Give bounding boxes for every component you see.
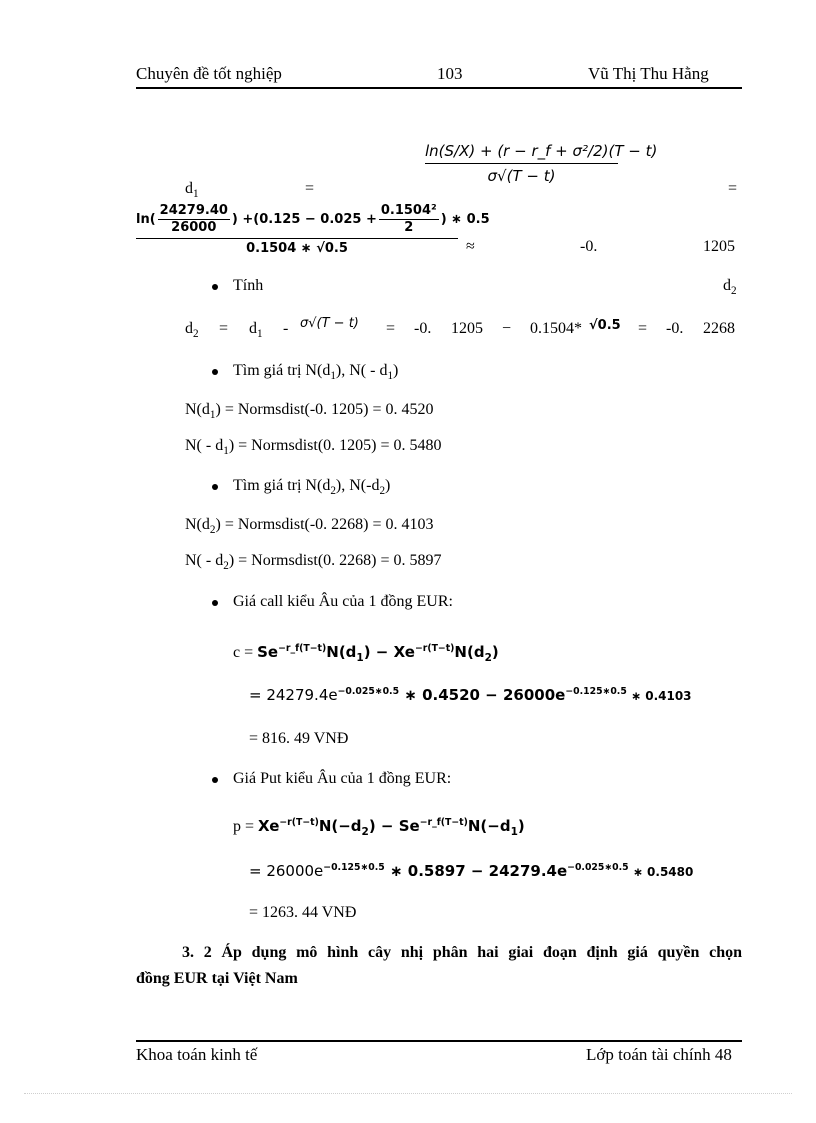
d2-eq3: = xyxy=(638,320,648,337)
d2-res-a: -0. xyxy=(666,320,684,337)
bullet-icon xyxy=(212,777,218,783)
d2-minus2: − xyxy=(502,320,512,337)
d2-val1b: 1205 xyxy=(451,320,483,337)
call-line2: = $24279.4e^{-0.025∗0.5}$ ∗ $0.4520 - 26000e^{-0.125∗0.5}$ ∗ 0.4103 xyxy=(249,686,692,704)
page-edge-dots xyxy=(24,1093,792,1094)
call-formula: $c = Se^{-r\_f(T-t)}N(d_1) - Xe^{-r(T-t)}N(d_2)$ xyxy=(233,643,499,664)
bullet-tinh-target: $d_2$ xyxy=(723,277,737,297)
d1-result-b: 1205 xyxy=(703,238,735,255)
d2-lhs: $d_2$ xyxy=(185,320,199,340)
footer-rule xyxy=(136,1040,742,1042)
d1-result-a: -0. xyxy=(580,238,598,255)
header-right: Vũ Thị Thu Hằng xyxy=(588,64,709,83)
d2-eq2: = xyxy=(386,320,396,337)
footer-right: Lớp toán tài chính 48 xyxy=(586,1045,732,1064)
nd1-line: $N(d_1)$ = Normsdist(-0. 1205) = 0. 4520 xyxy=(185,401,434,421)
put-result: = 1263. 44 VNĐ xyxy=(249,904,357,921)
paren-close: ) ∗ 0.5 xyxy=(440,212,490,228)
header-left: Chuyên đề tốt nghiệp xyxy=(136,64,282,83)
ln-denominator: 26000 xyxy=(171,220,217,236)
header-rule xyxy=(136,87,742,89)
ln-numerator: 24279.40 xyxy=(158,204,230,220)
footer-left: Khoa toán kinh tế xyxy=(136,1045,258,1064)
paren-open: (0.125 − 0.025 + xyxy=(253,212,377,228)
nd2-line: $N( - d_2)$ = Normsdist(0. 2268) = 0. 5897 xyxy=(185,552,442,572)
bullet-nd1: Tìm giá trị $N(d_1)$, $N( - d_1)$ xyxy=(233,362,399,382)
d1-numeric-denominator: 0.1504 ∗ √0.5 xyxy=(246,240,348,256)
d1-numeric-formula xyxy=(136,203,490,256)
bullet-tinh: Tính xyxy=(233,277,264,294)
d1-equals-right: = xyxy=(728,180,738,197)
d2-sqrt-val: √0.5 xyxy=(589,318,621,333)
section-heading-line1: 3. 2 Áp dụng mô hình cây nhị phân hai giai đoạn định giá quyền chọn xyxy=(182,944,742,961)
put-formula: $p = Xe^{-r(T-t)}N(-d_2) - Se^{-r\_f(T-t)}N(-d_1)$ xyxy=(233,817,525,838)
d2-eq1: = xyxy=(219,320,229,337)
approx-sign: ≈ xyxy=(466,238,475,255)
sigma-sq-num: 0.1504² xyxy=(379,204,439,220)
call-bullet: Giá call kiểu Âu của 1 đồng EUR: xyxy=(233,593,453,610)
put-line2: = $26000e^{-0.125∗0.5}$ ∗ $0.5897 - 24279.4e^{-0.025∗0.5}$ ∗ 0.5480 xyxy=(249,862,694,880)
bullet-icon xyxy=(212,484,218,490)
d2-minus: - xyxy=(283,320,289,337)
section-heading-line2: đồng EUR tại Việt Nam xyxy=(136,970,298,987)
put-bullet: Giá Put kiểu Âu của 1 đồng EUR: xyxy=(233,770,452,787)
page-number: 103 xyxy=(437,64,463,83)
nd2-line: $N(d_2)$ = Normsdist(-0. 2268) = 0. 4103 xyxy=(185,516,434,536)
call-result: = 816. 49 VNĐ xyxy=(249,730,349,747)
bullet-icon xyxy=(212,369,218,375)
bullet-nd2: Tìm giá trị $N(d_2)$, $N(-d_2)$ xyxy=(233,477,391,497)
d1-general-formula xyxy=(425,142,658,185)
bullet-icon xyxy=(212,284,218,290)
sigma-sq-den: 2 xyxy=(404,220,414,236)
d2-val1a: -0. xyxy=(414,320,432,337)
d1-general-numerator: ln(S/X) + (r − r_f + σ²/2)(T − t) xyxy=(425,142,618,164)
d2-sigma-sqrt: σ√(T − t) xyxy=(300,316,359,331)
d1-equals: = xyxy=(305,180,315,197)
d2-val2: 0.1504* xyxy=(530,320,582,337)
nd1-line: $N( - d_1)$ = Normsdist(0. 1205) = 0. 5480 xyxy=(185,437,442,457)
d2-d1: $d_1$ xyxy=(249,320,263,340)
bullet-icon xyxy=(212,600,218,606)
d1-general-denominator: σ√(T − t) xyxy=(487,167,556,185)
d1-label: $d_1$ xyxy=(185,180,199,200)
d2-res-b: 2268 xyxy=(703,320,735,337)
d1-numeric-numerator: ln( $\frac{24279.40}{26000}$ ) + (0.125 − 0.025 + $\frac{\text{0.1504²}}{2}$ ) ∗ 0.5 xyxy=(136,204,458,239)
